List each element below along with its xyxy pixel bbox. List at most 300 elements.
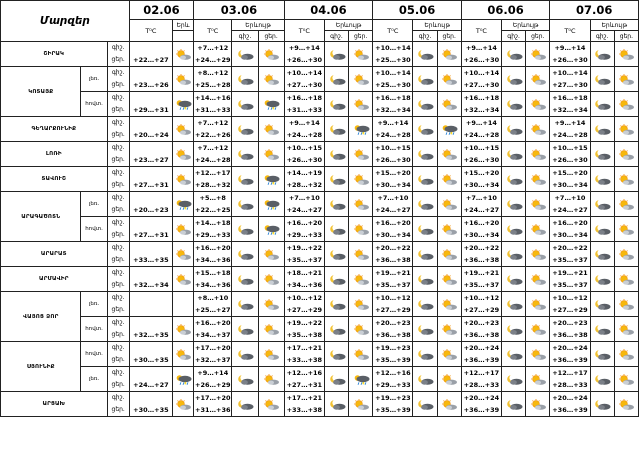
night-cloudy-icon: [502, 149, 525, 160]
time-of-day: [107, 192, 129, 217]
weather-icon-cell: [526, 242, 550, 267]
temperature-value: +31…+33: [195, 106, 231, 114]
night-cloudy-icon: [502, 49, 525, 60]
weather-icon-cell: [173, 317, 194, 342]
temperature-value: +22…+26: [195, 131, 231, 139]
time-of-day-label: գիշ.: [111, 294, 125, 301]
temperature-value: +35…+38: [286, 331, 323, 339]
weather-icon-cell: [614, 142, 638, 167]
temperature-value: +29…+33: [195, 231, 231, 239]
weather-icon-cell: [258, 217, 284, 242]
weather-icon-cell: [526, 342, 550, 367]
weather-icon-cell: [437, 342, 461, 367]
night-cloudy-icon: [413, 174, 436, 185]
time-of-day-label: ցեր.: [111, 331, 125, 338]
weather-icon-cell: [232, 392, 258, 417]
partly-sunny-icon: [173, 224, 193, 235]
weather-icon-cell: [173, 367, 194, 392]
partly-sunny-icon: [173, 349, 193, 360]
weather-icon-cell: [232, 67, 258, 92]
temperature-value: +28…+33: [463, 381, 500, 389]
time-of-day-label: գիշ.: [111, 69, 125, 76]
weather-icon-cell: [173, 42, 194, 67]
temperature-value: +16…+20: [375, 219, 411, 227]
temperature-value: +33…+35: [133, 256, 169, 264]
weather-icon-cell: [349, 242, 373, 267]
temperature-cell: [550, 267, 590, 292]
weather-icon-cell: [614, 67, 638, 92]
weather-icon-cell: [526, 192, 550, 217]
temperature-cell: [373, 67, 413, 92]
weather-icon-cell: [413, 67, 437, 92]
temperature-cell: [461, 67, 501, 92]
night-cloudy-icon: [413, 374, 436, 385]
night-cloudy-icon: [591, 399, 614, 410]
temperature-value: +10…+12: [375, 294, 411, 302]
weather-icon-cell: [590, 317, 614, 342]
weather-icon-cell: [324, 267, 348, 292]
night-cloudy-icon: [232, 224, 257, 235]
temperature-value: +9…+14: [554, 44, 586, 52]
temperature-value: +20…+23: [375, 319, 411, 327]
partly-sunny-icon: [438, 199, 461, 210]
temperature-value: [130, 92, 172, 104]
night-cloudy-icon: [325, 349, 348, 360]
date-header: 03.06: [194, 1, 285, 20]
phenomenon-header: Երևույթ: [232, 20, 284, 31]
weather-icon-cell: [437, 292, 461, 317]
temperature-value: +20…+24: [552, 344, 588, 352]
region-name: ԱՐՑԱԽ: [1, 392, 108, 417]
temperature-cell: [194, 192, 232, 217]
night-cloudy-icon: [502, 399, 525, 410]
night-cloudy-icon: [232, 99, 257, 110]
temperature-value: +20…+24: [133, 131, 169, 139]
weather-icon-cell: [324, 142, 348, 167]
weather-icon-cell: [413, 342, 437, 367]
night-cloudy-icon: [413, 199, 436, 210]
partly-sunny-icon: [259, 374, 284, 385]
weather-icon-cell: [173, 267, 194, 292]
temperature-value: +35…+37: [552, 281, 588, 289]
weather-icon-cell: [590, 242, 614, 267]
weather-icon-cell: [614, 267, 638, 292]
date-header: 05.06: [373, 1, 462, 20]
temperature-cell: [284, 242, 324, 267]
temperature-value: +29…+33: [286, 231, 323, 239]
partly-sunny-icon: [438, 349, 461, 360]
temperature-value: +36…+39: [463, 406, 500, 414]
weather-icon-cell: [349, 367, 373, 392]
partly-sunny-icon: [349, 174, 372, 185]
night-cloudy-icon: [502, 124, 525, 135]
temperature-cell: [194, 317, 232, 342]
temperature-cell: [373, 242, 413, 267]
weather-icon-cell: [324, 67, 348, 92]
temperature-value: +26…+30: [463, 156, 500, 164]
partly-sunny-icon: [259, 249, 284, 260]
temperature-value: +7…+12: [197, 44, 229, 52]
partly-sunny-icon: [526, 374, 549, 385]
time-of-day-label: գիշ.: [111, 194, 125, 201]
night-cloudy-icon: [232, 374, 257, 385]
temperature-cell: [194, 367, 232, 392]
partly-sunny-icon: [615, 199, 638, 210]
weather-icon-cell: [349, 167, 373, 192]
region-row: [1, 392, 639, 417]
time-of-day-label: գիշ.: [111, 44, 125, 51]
night-cloudy-icon: [325, 324, 348, 335]
temperature-value: [130, 242, 172, 254]
temperature-value: +33…+38: [286, 406, 323, 414]
temperature-cell: [284, 142, 324, 167]
temperature-cell: [550, 42, 590, 67]
night-cloudy-icon: [325, 124, 348, 135]
temperature-value: +10…+12: [463, 294, 500, 302]
temperature-value: [130, 67, 172, 79]
weather-icon-cell: [614, 367, 638, 392]
temperature-value: +35…+37: [375, 281, 411, 289]
partly-sunny-icon: [526, 124, 549, 135]
thunderstorm-icon: [173, 199, 193, 210]
temperature-cell: [550, 367, 590, 392]
date-header: 07.06: [550, 1, 639, 20]
temperature-value: +20…+24: [552, 394, 588, 402]
temperature-value: [130, 117, 172, 129]
temperature-value: [130, 392, 172, 404]
temperature-value: +27…+31: [286, 381, 323, 389]
time-of-day-label: գիշ.: [111, 119, 125, 126]
temperature-value: +30…+35: [133, 406, 169, 414]
weather-icon-cell: [173, 392, 194, 417]
weather-icon-cell: [349, 392, 373, 417]
weather-icon-cell: [232, 142, 258, 167]
partly-sunny-icon: [615, 399, 638, 410]
weather-icon-cell: [502, 167, 526, 192]
temperature-value: +24…+29: [195, 56, 231, 64]
temperature-value: +35…+39: [375, 356, 411, 364]
night-cloudy-icon: [591, 374, 614, 385]
night-cloudy-icon: [413, 324, 436, 335]
partly-sunny-icon: [615, 324, 638, 335]
night-cloudy-icon: [591, 174, 614, 185]
weather-icon-cell: [437, 142, 461, 167]
temperature-value: +30…+34: [375, 231, 411, 239]
night-cloudy-icon: [502, 224, 525, 235]
region-row: [1, 42, 639, 67]
region-row: [1, 217, 639, 242]
partly-sunny-icon: [526, 199, 549, 210]
temperature-value: +34…+36: [286, 281, 323, 289]
partly-sunny-icon: [615, 299, 638, 310]
temperature-value: +30…+35: [133, 356, 169, 364]
time-of-day-label: գիշ.: [111, 344, 125, 351]
weather-icon-cell: [437, 267, 461, 292]
temperature-value: +12…+17: [463, 369, 500, 377]
temperature-value: +16…+20: [286, 219, 323, 227]
weather-icon-cell: [502, 292, 526, 317]
weather-icon-cell: [173, 167, 194, 192]
temp-header: T⁰C: [129, 20, 172, 42]
weather-icon-cell: [614, 292, 638, 317]
temperature-value: +27…+29: [286, 306, 323, 314]
time-of-day-label: ցեր.: [111, 106, 125, 113]
night-cloudy-icon: [232, 124, 257, 135]
weather-icon-cell: [590, 92, 614, 117]
time-of-day-label: ցեր.: [111, 281, 125, 288]
partly-sunny-icon: [259, 124, 284, 135]
weather-icon-cell: [258, 267, 284, 292]
temperature-value: +35…+37: [552, 256, 588, 264]
partly-sunny-icon: [173, 399, 193, 410]
night-cloudy-icon: [232, 324, 257, 335]
time-of-day-label: ցեր.: [111, 231, 125, 238]
weather-icon-cell: [324, 92, 348, 117]
partly-sunny-icon: [349, 99, 372, 110]
night-cloudy-icon: [325, 174, 348, 185]
weather-icon-cell: [349, 142, 373, 167]
temperature-cell: [373, 42, 413, 67]
temperature-value: +12…+16: [286, 369, 323, 377]
temperature-value: +35…+39: [375, 406, 411, 414]
partly-sunny-icon: [438, 299, 461, 310]
weather-icon-cell: [258, 317, 284, 342]
weather-icon-cell: [437, 42, 461, 67]
temperature-value: +24…+27: [375, 206, 411, 214]
night-cloudy-icon: [413, 99, 436, 110]
partly-sunny-icon: [438, 249, 461, 260]
temperature-value: +16…+20: [195, 244, 231, 252]
time-of-day: [107, 167, 129, 192]
weather-icon-cell: [590, 192, 614, 217]
weather-icon-cell: [526, 217, 550, 242]
weather-icon-cell: [590, 392, 614, 417]
time-of-day: [107, 217, 129, 242]
temperature-value: +16…+20: [463, 219, 500, 227]
night-subheader: գիշ.: [232, 31, 258, 42]
weather-icon-cell: [437, 392, 461, 417]
temperature-value: +31…+33: [286, 106, 323, 114]
time-of-day: [107, 67, 129, 92]
weather-icon-cell: [614, 117, 638, 142]
night-cloudy-icon: [325, 249, 348, 260]
partly-sunny-icon: [615, 249, 638, 260]
temperature-value: +22…+27: [133, 56, 169, 64]
temperature-value: +26…+29: [195, 381, 231, 389]
night-cloudy-icon: [232, 274, 257, 285]
day-subheader: ցեր.: [349, 31, 373, 42]
temperature-value: +27…+30: [286, 81, 323, 89]
partly-sunny-icon: [438, 149, 461, 160]
temperature-cell: [461, 217, 501, 242]
weather-icon-cell: [232, 342, 258, 367]
temp-header: T⁰C: [461, 20, 501, 42]
weather-icon-cell: [232, 217, 258, 242]
night-cloudy-icon: [591, 199, 614, 210]
temperature-cell: [373, 292, 413, 317]
temperature-cell: [461, 242, 501, 267]
night-cloudy-icon: [591, 249, 614, 260]
temperature-value: +25…+28: [195, 81, 231, 89]
temperature-value: +27…+31: [133, 231, 169, 239]
temperature-value: +25…+27: [195, 306, 231, 314]
temperature-value: +32…+37: [195, 356, 231, 364]
temperature-cell: [284, 267, 324, 292]
temperature-value: [130, 304, 172, 316]
region-name: ԿՈՏԱՅՔ: [1, 67, 81, 117]
temperature-value: +26…+30: [375, 156, 411, 164]
weather-icon-cell: [349, 342, 373, 367]
temperature-value: +20…+22: [463, 244, 500, 252]
temperature-value: +8…+10: [197, 294, 229, 302]
weather-icon-cell: [590, 217, 614, 242]
time-of-day: [107, 267, 129, 292]
temperature-value: +34…+37: [195, 331, 231, 339]
temperature-cell: [461, 117, 501, 142]
temperature-value: +30…+34: [552, 231, 588, 239]
weather-icon-cell: [258, 192, 284, 217]
temperature-cell: [129, 42, 172, 67]
weather-icon-cell: [437, 92, 461, 117]
region-name: ԱՐԱԳԱԾՈՏՆ: [1, 192, 81, 242]
weather-icon-cell: [413, 317, 437, 342]
temperature-value: +36…+38: [463, 256, 500, 264]
night-cloudy-icon: [591, 74, 614, 85]
temperature-value: +30…+34: [463, 181, 500, 189]
temperature-value: +24…+28: [195, 156, 231, 164]
region-name: ՎԱՅՈՑ ՁՈՐ: [1, 292, 81, 342]
temperature-value: +16…+20: [552, 219, 588, 227]
weather-icon-cell: [526, 317, 550, 342]
night-cloudy-icon: [502, 174, 525, 185]
temperature-cell: [129, 117, 172, 142]
region-name: ԱՐՄԱՎԻՐ: [1, 267, 108, 292]
weather-icon-cell: [614, 42, 638, 67]
weather-icon-cell: [349, 217, 373, 242]
temperature-value: +20…+24: [463, 344, 500, 352]
temperature-cell: [373, 167, 413, 192]
temperature-cell: [284, 367, 324, 392]
weather-icon-cell: [324, 367, 348, 392]
weather-icon-cell: [232, 292, 258, 317]
temperature-value: +7…+12: [197, 119, 229, 127]
weather-icon-cell: [349, 42, 373, 67]
temperature-value: +8…+12: [197, 69, 229, 77]
partly-sunny-icon: [173, 274, 193, 285]
weather-icon-cell: [173, 117, 194, 142]
weather-icon-cell: [232, 317, 258, 342]
time-of-day-label: ցեր.: [111, 131, 125, 138]
temperature-value: +10…+14: [286, 69, 323, 77]
partly-sunny-icon: [438, 324, 461, 335]
temperature-value: +10…+15: [463, 144, 500, 152]
night-cloudy-icon: [591, 324, 614, 335]
weather-icon-cell: [502, 242, 526, 267]
weather-icon-cell: [614, 342, 638, 367]
partly-sunny-icon: [349, 324, 372, 335]
partly-sunny-icon: [349, 249, 372, 260]
region-row: [1, 317, 639, 342]
partly-sunny-icon: [526, 399, 549, 410]
temperature-cell: [284, 117, 324, 142]
weather-icon-cell: [258, 292, 284, 317]
zone-label: հովտ.: [81, 342, 107, 367]
region-row: [1, 342, 639, 367]
temperature-value: +10…+14: [375, 69, 411, 77]
phenomenon-header: Երևույթ: [324, 20, 372, 31]
temperature-value: [130, 217, 172, 229]
weather-icon-cell: [614, 192, 638, 217]
temperature-value: [130, 367, 172, 379]
temperature-cell: [373, 142, 413, 167]
partly-sunny-icon: [173, 74, 193, 85]
time-of-day-label: գիշ.: [111, 244, 125, 251]
time-of-day-label: ցեր.: [111, 406, 125, 413]
temperature-value: +29…+33: [375, 381, 411, 389]
weather-icon-cell: [526, 67, 550, 92]
night-cloudy-icon: [325, 224, 348, 235]
temperature-value: [130, 292, 172, 304]
temperature-cell: [373, 267, 413, 292]
temperature-value: +25…+30: [375, 56, 411, 64]
phenomenon-header: Երև: [173, 20, 194, 31]
partly-sunny-icon: [526, 99, 549, 110]
night-cloudy-icon: [413, 49, 436, 60]
temperature-value: +36…+39: [463, 356, 500, 364]
temperature-value: +23…+26: [133, 81, 169, 89]
night-cloudy-icon: [232, 49, 257, 60]
temperature-value: +20…+23: [463, 319, 500, 327]
night-cloudy-icon: [591, 299, 614, 310]
night-cloudy-icon: [591, 49, 614, 60]
weather-icon-cell: [437, 167, 461, 192]
temperature-cell: [284, 192, 324, 217]
temperature-value: +17…+21: [286, 344, 323, 352]
time-of-day: [107, 342, 129, 367]
temperature-cell: [194, 242, 232, 267]
night-cloudy-icon: [413, 149, 436, 160]
temperature-value: +9…+14: [554, 119, 586, 127]
weather-icon-cell: [258, 92, 284, 117]
weather-icon-cell: [258, 242, 284, 267]
temperature-value: +7…+10: [554, 194, 586, 202]
partly-sunny-icon: [173, 49, 193, 60]
time-of-day-label: ցեր.: [111, 206, 125, 213]
weather-icon-cell: [413, 142, 437, 167]
temperature-value: +19…+22: [286, 244, 323, 252]
temperature-value: [130, 167, 172, 179]
weather-icon-cell: [526, 267, 550, 292]
temperature-cell: [550, 292, 590, 317]
weather-icon-cell: [590, 117, 614, 142]
temperature-value: +10…+12: [552, 294, 588, 302]
temperature-value: +15…+20: [463, 169, 500, 177]
region-row: [1, 242, 639, 267]
region-name: ԱՐԱՐԱՏ: [1, 242, 108, 267]
night-cloudy-icon: [325, 99, 348, 110]
time-of-day: [107, 142, 129, 167]
weather-icon-cell: [590, 42, 614, 67]
temperature-value: +16…+18: [463, 94, 500, 102]
night-cloudy-icon: [413, 299, 436, 310]
temperature-value: +26…+30: [286, 156, 323, 164]
weather-icon-cell: [614, 317, 638, 342]
weather-icon-cell: [413, 392, 437, 417]
night-cloudy-icon: [502, 199, 525, 210]
temperature-value: +16…+18: [286, 94, 323, 102]
zone-label: հովտ.: [81, 92, 107, 117]
temperature-value: +36…+38: [552, 331, 588, 339]
